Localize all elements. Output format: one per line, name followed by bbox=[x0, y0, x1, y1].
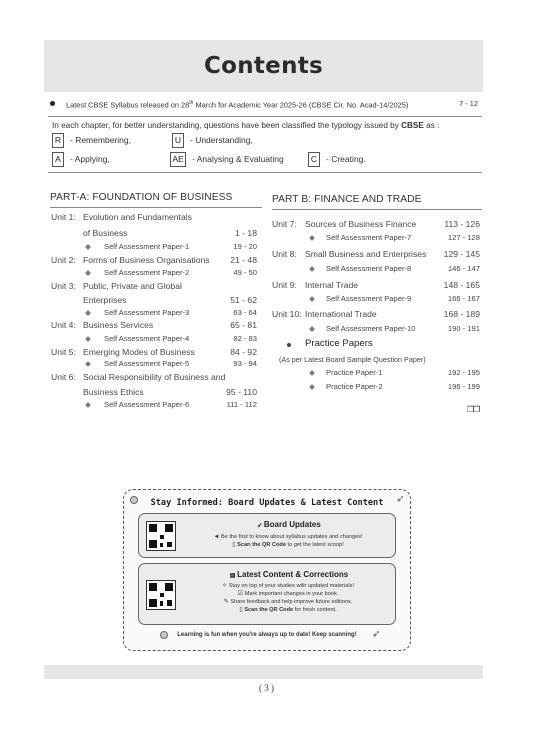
diamond-icon bbox=[85, 310, 91, 316]
unit-title: Evolution and Fundamentals bbox=[83, 212, 192, 222]
sa-label: Self Assessment Paper-5 bbox=[104, 359, 190, 368]
latest-content-line: ✧ Stay on top of your studies with updated materials! bbox=[221, 583, 354, 589]
diamond-icon bbox=[309, 370, 315, 376]
unit-pages: 1 - 18 bbox=[235, 228, 257, 238]
practice-paper-pages: 192 - 195 bbox=[447, 368, 480, 377]
unit-pages: 51 - 62 bbox=[230, 295, 257, 305]
phone-icon: ▯ bbox=[239, 607, 245, 613]
newspaper-icon: ▤ bbox=[229, 573, 238, 579]
latest-content-line: ☑ Mark important changes in your book. bbox=[237, 591, 339, 597]
sa-label: Self Assessment Paper-4 bbox=[104, 334, 190, 343]
syllabus-pages: 7 - 12 bbox=[459, 99, 478, 108]
part-a-rule bbox=[50, 207, 262, 208]
part-b-heading: PART B: FINANCE AND TRADE bbox=[272, 194, 422, 205]
diamond-icon bbox=[309, 266, 315, 272]
board-updates-card[interactable] bbox=[138, 513, 396, 558]
unit-title: Small Business and Enterprises bbox=[305, 249, 427, 259]
unit-pages: 21 - 48 bbox=[230, 255, 257, 265]
divider bbox=[48, 172, 482, 173]
typology-label-c: - Creating. bbox=[326, 154, 366, 164]
sa-pages: 93 - 94 bbox=[233, 359, 257, 368]
part-a-heading: PART-A: FOUNDATION OF BUSINESS bbox=[50, 192, 233, 203]
syllabus-row[interactable] bbox=[50, 97, 480, 110]
unit-label: Unit 9: bbox=[272, 280, 297, 290]
unit-label: Unit 10: bbox=[272, 309, 302, 319]
unit-pages: 148 - 165 bbox=[443, 280, 480, 290]
diamond-icon bbox=[85, 361, 91, 367]
unit-title: Internal Trade bbox=[305, 280, 359, 290]
unit-title: of Business bbox=[83, 228, 128, 238]
page-title: Contents bbox=[203, 53, 324, 79]
footer-banner bbox=[44, 665, 483, 679]
typology-label-u: - Understanding, bbox=[190, 135, 253, 145]
rocket-icon: ➶ bbox=[396, 494, 405, 505]
practice-paper-pages: 196 - 199 bbox=[447, 382, 480, 391]
unit-title: Business Services bbox=[83, 320, 154, 330]
bullet-icon bbox=[287, 343, 291, 347]
title-banner bbox=[44, 40, 483, 92]
unit-pages: 168 - 189 bbox=[443, 309, 480, 319]
part-b-rule bbox=[272, 209, 482, 210]
sa-label: Self Assessment Paper-6 bbox=[104, 400, 190, 409]
typology-label-r: - Remembering, bbox=[70, 135, 131, 145]
diamond-icon bbox=[309, 235, 315, 241]
unit-title: International Trade bbox=[305, 309, 377, 319]
unit-title: Public, Private and Global bbox=[83, 281, 182, 291]
unit-title: Enterprises bbox=[83, 295, 127, 305]
end-mark-icon: ❐❐ bbox=[467, 405, 480, 414]
latest-content-line: ✎ Share feedback and help improve future editions. bbox=[223, 599, 353, 605]
unit-pages: 113 - 126 bbox=[444, 219, 480, 229]
latest-content-card[interactable] bbox=[138, 563, 396, 625]
diamond-icon bbox=[309, 384, 315, 390]
sa-label: Self Assessment Paper-10 bbox=[326, 324, 416, 333]
sa-label: Self Assessment Paper-8 bbox=[326, 264, 412, 273]
sa-pages: 19 - 20 bbox=[233, 242, 257, 251]
unit-title: Sources of Business Finance bbox=[305, 219, 417, 229]
diamond-icon bbox=[85, 270, 91, 276]
typology-label-a: - Applying, bbox=[70, 154, 110, 164]
unit-pages: 84 - 92 bbox=[230, 347, 257, 357]
stay-informed-title: Stay Informed: Board Updates & Latest Content bbox=[150, 498, 384, 508]
unit-pages: 95 - 110 bbox=[226, 387, 257, 397]
sa-pages: 190 - 191 bbox=[447, 324, 480, 333]
diamond-icon bbox=[85, 336, 91, 342]
typology-code-c: C bbox=[308, 152, 320, 167]
practice-papers-note: (As per Latest Board Sample Question Paper) bbox=[279, 355, 426, 364]
sa-pages: 49 - 50 bbox=[233, 268, 257, 277]
unit-label: Unit 3: bbox=[51, 281, 76, 291]
unit-pages: 65 - 81 bbox=[230, 320, 257, 330]
unit-label: Unit 8: bbox=[272, 249, 297, 259]
practice-papers-heading: Practice Papers bbox=[305, 338, 373, 349]
diamond-icon bbox=[309, 296, 315, 302]
bullet-icon bbox=[50, 101, 55, 106]
unit-title: Emerging Modes of Business bbox=[83, 347, 195, 357]
unit-title: Business Ethics bbox=[83, 387, 144, 397]
unit-label: Unit 6: bbox=[51, 372, 76, 382]
rocket-icon: ➶ bbox=[372, 629, 381, 640]
typology-label-ae: - Analysing & Evaluating bbox=[192, 154, 284, 164]
diamond-icon bbox=[85, 402, 91, 408]
unit-label: Unit 2: bbox=[51, 255, 76, 265]
unit-label: Unit 7: bbox=[272, 219, 297, 229]
typology-intro: In each chapter, for better understanding, questions have been classified the typology issued by CBSE as : bbox=[52, 121, 440, 130]
page-number: ( 3 ) bbox=[259, 683, 274, 693]
rocket-icon: ➶ bbox=[257, 523, 264, 529]
typology-code-u: U bbox=[172, 133, 184, 148]
sparkle-icon: ✧ bbox=[221, 583, 229, 589]
latest-content-line: ▯ Scan the QR Code for fresh content. bbox=[239, 607, 337, 613]
board-updates-title: ➶ Board Updates bbox=[257, 520, 321, 529]
sa-label: Self Assessment Paper-7 bbox=[326, 233, 412, 242]
qr-code[interactable] bbox=[146, 580, 176, 610]
unit-title: Forms of Business Organisations bbox=[83, 255, 210, 265]
sa-pages: 63 - 64 bbox=[233, 308, 257, 317]
latest-content-title: ▤ Latest Content & Corrections bbox=[229, 570, 349, 579]
stay-informed-box bbox=[123, 489, 411, 651]
unit-label: Unit 4: bbox=[51, 320, 76, 330]
practice-paper-label: Practice Paper-1 bbox=[326, 368, 383, 377]
megaphone-icon: ◄ bbox=[213, 534, 222, 540]
sa-label: Self Assessment Paper-3 bbox=[104, 308, 190, 317]
sa-pages: 146 - 147 bbox=[447, 264, 480, 273]
syllabus-text: Latest CBSE Syllabus released on 28th March for Academic Year 2025-26 (CBSE Cir. No. Acad-14/2025) bbox=[66, 100, 409, 110]
practice-paper-label: Practice Paper-2 bbox=[326, 382, 383, 391]
sa-pages: 127 - 128 bbox=[447, 233, 480, 242]
sa-pages: 82 - 83 bbox=[233, 334, 257, 343]
board-updates-line: ◄ Be the first to know about syllabus updates and changes! bbox=[213, 534, 363, 540]
unit-title: Social Responsibility of Business and bbox=[83, 372, 226, 382]
typology-code-ae: AE bbox=[170, 152, 186, 167]
sa-label: Self Assessment Paper-1 bbox=[104, 242, 190, 251]
stay-informed-footer: Learning is fun when you're always up to date! Keep scanning! bbox=[177, 632, 357, 638]
sa-pages: 111 - 112 bbox=[226, 400, 257, 409]
diamond-icon bbox=[309, 326, 315, 332]
sa-pages: 166 - 167 bbox=[447, 294, 480, 303]
unit-pages: 129 - 145 bbox=[443, 249, 480, 259]
typology-code-a: A bbox=[52, 152, 64, 167]
unit-label: Unit 5: bbox=[51, 347, 76, 357]
diamond-icon bbox=[85, 244, 91, 250]
sa-label: Self Assessment Paper-2 bbox=[104, 268, 190, 277]
board-updates-line: ▯ Scan the QR Code to get the latest scoop! bbox=[232, 542, 344, 548]
unit-label: Unit 1: bbox=[51, 212, 76, 222]
typology-code-r: R bbox=[52, 133, 64, 148]
check-icon: ☑ bbox=[237, 591, 245, 597]
divider bbox=[48, 116, 482, 117]
phone-icon: ▯ bbox=[232, 542, 238, 548]
sa-label: Self Assessment Paper-9 bbox=[326, 294, 412, 303]
feedback-icon: ✎ bbox=[223, 599, 231, 605]
